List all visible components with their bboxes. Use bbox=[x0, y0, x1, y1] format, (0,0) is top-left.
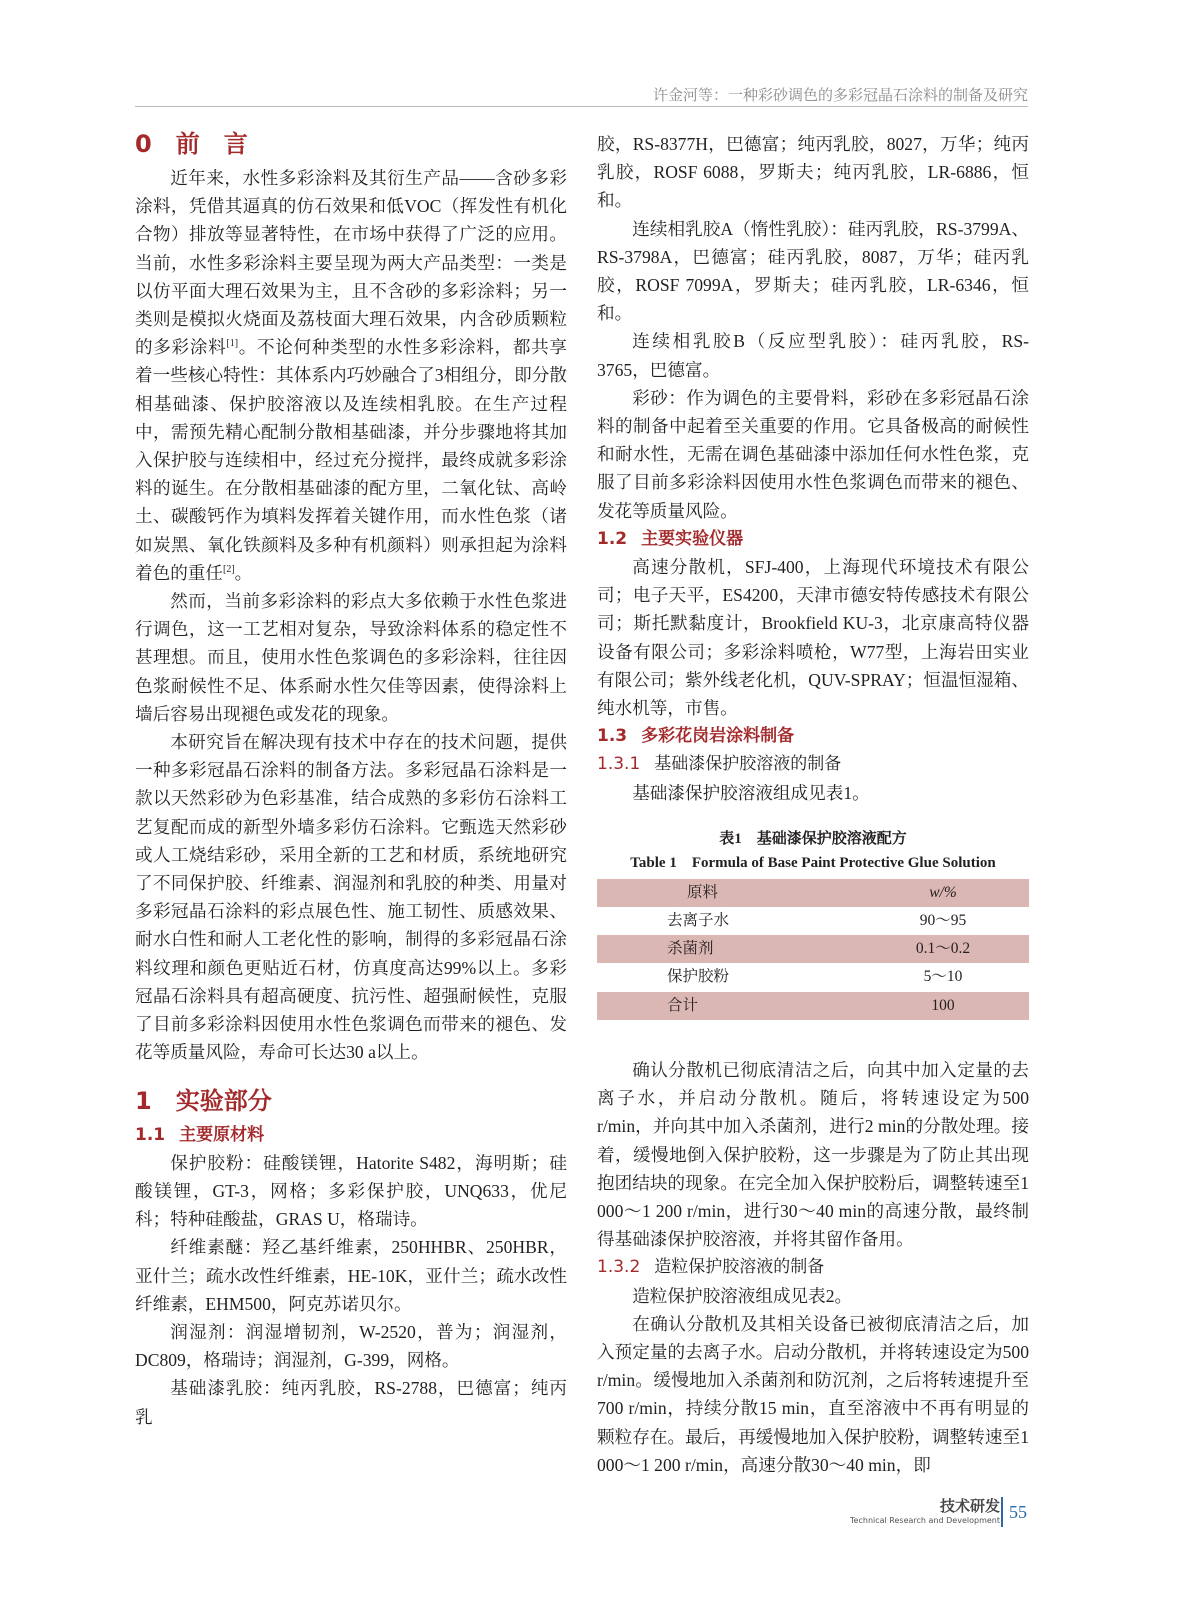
section-number: 1.3.1 bbox=[597, 754, 641, 775]
left-column bbox=[135, 126, 567, 1431]
table-row bbox=[597, 963, 1029, 991]
right-column bbox=[597, 130, 1029, 1479]
paragraph: 纤维素醚：羟乙基纤维素，250HHBR、250HBR，亚什兰；疏水改性纤维素，HE-10K，亚什兰；疏水改性纤维素，EHM500，阿克苏诺贝尔。 bbox=[135, 1237, 567, 1314]
footer-divider bbox=[1001, 1497, 1003, 1527]
paragraph: 连续相乳胶A（惰性乳胶）：硅丙乳胶，RS-3799A、RS-3798A，巴德富；硅丙乳胶，8087，万华；硅丙乳胶，ROSF 7099A，罗斯夫；硅丙乳胶，LR-6346，恒和。 bbox=[597, 218, 1029, 324]
paragraph: 在确认分散机及其相关设备已被彻底清洁之后，加入预定量的去离子水。启动分散机，并将转速设定为500 r/min。缓慢地加入杀菌剂和防沉剂，之后将转速提升至700 r/min，持续分散15 min，直至溶液中不再有明显的颗粒存在。最后，再缓慢地加入保护胶粉，调整转速至1 000～1 200 r/min，高速分散30～40 min，即 bbox=[597, 1313, 1029, 1475]
formula-table bbox=[597, 879, 1029, 1020]
paragraph: 本研究旨在解决现有技术中存在的技术问题，提供一种多彩冠晶石涂料的制备方法。多彩冠晶石涂料是一款以天然彩砂为色彩基准，结合成熟的多彩仿石涂料工艺复配而成的新型外墙多彩仿石涂料。它甄选天然彩砂或人工烧结彩砂，采用全新的工艺和材质，系统地研究了不同保护胶、纤维素、润湿剂和乳胶的种类、用量对多彩冠晶石涂料的彩点展色性、施工韧性、质感效果、耐水白性和耐人工老化性的影响，制得的多彩冠晶石涂料纹理和颜色更贴近石材，仿真度高达99%以上。多彩冠晶石涂料具有超高硬度、抗污性、超强耐候性，克服了目前多彩涂料因使用水性色浆调色而带来的褪色、发花等质量风险，寿命可长达30 a以上。 bbox=[135, 732, 567, 1063]
cell: 0.1～0.2 bbox=[915, 940, 971, 958]
header-cell: 原料 bbox=[687, 883, 719, 901]
subsection-heading bbox=[135, 1121, 567, 1149]
text: 。不论何种类型的水性多彩涂料，都共享着一些核心特性：其体系内巧妙融合了3相组分，即分散相基础漆、保护胶溶液以及连续相乳胶。在生产过程中，需预先精心配制分散相基础漆，并分步骤地将其加入保护胶与连续相中，经过充分搅拌，最终成就多彩涂料的诞生。在分散相基础漆的配方里，二氧化钛、高岭土、碳酸钙作为填料发挥着关键作用，而水性色浆（诸如炭黑、氧化铁颜料及多种有机颜料）则承担起为涂料着色的重任 bbox=[135, 337, 567, 583]
cell: 90～95 bbox=[919, 912, 967, 930]
paragraph: 连续相乳胶B（反应型乳胶）：硅丙乳胶，RS-3765，巴德富。 bbox=[597, 331, 1029, 380]
cell: 5～10 bbox=[923, 968, 963, 986]
section-title: 主要实验仪器 bbox=[641, 528, 744, 549]
section-title: 主要原材料 bbox=[179, 1124, 265, 1145]
table-header-row bbox=[597, 879, 1029, 907]
section-0-heading: 0 前 言 bbox=[135, 130, 248, 158]
paragraph: 造粒保护胶溶液组成见表2。 bbox=[632, 1285, 853, 1306]
cell: 100 bbox=[931, 996, 955, 1014]
section-title: 基础漆保护胶溶液的制备 bbox=[654, 754, 842, 775]
section-title: 造粒保护胶溶液的制备 bbox=[654, 1257, 825, 1278]
footer-section-cn: 技术研发 bbox=[939, 1497, 1000, 1515]
paragraph: 彩砂：作为调色的主要骨料，彩砂在多彩冠晶石涂料的制备中起着至关重要的作用。它具备极高的耐候性和耐水性，无需在调色基础漆中添加任何水性色浆，克服了目前多彩涂料因使用水性色浆调色而带来的褪色、发花等质量风险。 bbox=[597, 387, 1029, 521]
paragraph: 润湿剂：润湿增韧剂，W-2520，普为；润湿剂，DC809，格瑞诗；润湿剂，G-399，网格。 bbox=[135, 1321, 567, 1371]
header-divider bbox=[135, 106, 1028, 107]
running-header: 许金河等：一种彩砂调色的多彩冠晶石涂料的制备及研究 bbox=[652, 86, 1028, 104]
paragraph: 高速分散机，SFJ-400，上海现代环境技术有限公司；电子天平，ES4200，天津市德安特传感技术有限公司；斯托默黏度计，Brookfield KU-3，北京康高特仪器设备有限公司；多彩涂料喷枪，W77型，上海岩田实业有限公司；紫外线老化机，QUV-SPRAY；恒温恒湿箱、纯水机等，市售。 bbox=[597, 557, 1029, 719]
cell: 杀菌剂 bbox=[667, 940, 714, 958]
citation: [2] bbox=[222, 563, 235, 575]
subsubsection-heading bbox=[597, 750, 1029, 778]
table-row bbox=[597, 992, 1029, 1020]
table-caption-en: Table 1 Formula of Base Paint Protective Glue Solution bbox=[630, 854, 996, 871]
paragraph: 基础漆乳胶：纯丙乳胶，RS-2788，巴德富；纯丙乳 bbox=[135, 1378, 567, 1427]
paragraph: 基础漆保护胶溶液组成见表1。 bbox=[632, 782, 870, 803]
footer-section bbox=[830, 1495, 1000, 1525]
header-cell: w/% bbox=[929, 883, 957, 901]
section-1-heading: 1 实验部分 bbox=[135, 1086, 272, 1115]
page-number: 55 bbox=[1009, 1502, 1027, 1522]
text: 。 bbox=[234, 562, 253, 583]
citation: [1] bbox=[226, 338, 239, 350]
paragraph: 然而，当前多彩涂料的彩点大多依赖于水性色浆进行调色，这一工艺相对复杂，导致涂料体系的稳定性不甚理想。而且，使用水性色浆调色的多彩涂料，往往因色浆耐候性不足、体系耐水性欠佳等因素，使得涂料上墙后容易出现褪色或发花的现象。 bbox=[135, 591, 567, 724]
section-number: 1.3.2 bbox=[597, 1257, 641, 1278]
subsection-heading bbox=[597, 525, 1029, 553]
paragraph: 胶，RS-8377H，巴德富；纯丙乳胶，8027，万华；纯丙乳胶，ROSF 6088，罗斯夫；纯丙乳胶，LR-6886，恒和。 bbox=[597, 134, 1029, 211]
page-footer bbox=[830, 1495, 1050, 1529]
footer-section-en: Technical Research and Development bbox=[850, 1516, 1000, 1525]
paragraph: 保护胶粉：硅酸镁锂，Hatorite S482，海明斯；硅酸镁锂，GT-3，网格；多彩保护胶，UNQ633，优尼科；特种硅酸盐，GRAS U，格瑞诗。 bbox=[135, 1152, 567, 1230]
cell: 去离子水 bbox=[667, 912, 730, 930]
paragraph bbox=[135, 164, 567, 587]
cell: 保护胶粉 bbox=[667, 968, 730, 986]
paragraph: 确认分散机已彻底清洁之后，向其中加入定量的去离子水，并启动分散机。随后，将转速设定为500 r/min，并向其中加入杀菌剂，进行2 min的分散处理。接着，缓慢地倒入保护胶粉，这一步骤是为了防止其出现抱团结块的现象。在完全加入保护胶粉后，调整转速至1 000～1 200 r/min，进行30～40 min的高速分散，最终制得基础漆保护胶溶液，并将其留作备用。 bbox=[597, 1059, 1029, 1250]
table-row bbox=[597, 935, 1029, 963]
section-title: 多彩花岗岩涂料制备 bbox=[641, 726, 795, 747]
text: 近年来，水性多彩涂料及其衍生产品——含砂多彩涂料，凭借其逼真的仿石效果和低VOC（挥发性有机化合物）排放等显著特性，在市场中获得了广泛的应用。当前，水性多彩涂料主要呈现为两大产品类型：一类是以仿平面大理石效果为主，且不含砂的多彩涂料；另一类则是模拟火烧面及荔枝面大理石效果，内含砂质颗粒的多彩涂料 bbox=[135, 168, 567, 358]
subsubsection-heading bbox=[597, 1253, 1029, 1281]
subsection-heading bbox=[597, 722, 1029, 750]
section-number: 1.2 bbox=[597, 528, 628, 549]
section-number: 1.3 bbox=[597, 726, 628, 747]
table-caption-cn: 表1 基础漆保护胶溶液配方 bbox=[719, 830, 907, 847]
section-number: 1.1 bbox=[135, 1124, 166, 1145]
cell: 合计 bbox=[667, 996, 699, 1014]
table-row bbox=[597, 907, 1029, 935]
